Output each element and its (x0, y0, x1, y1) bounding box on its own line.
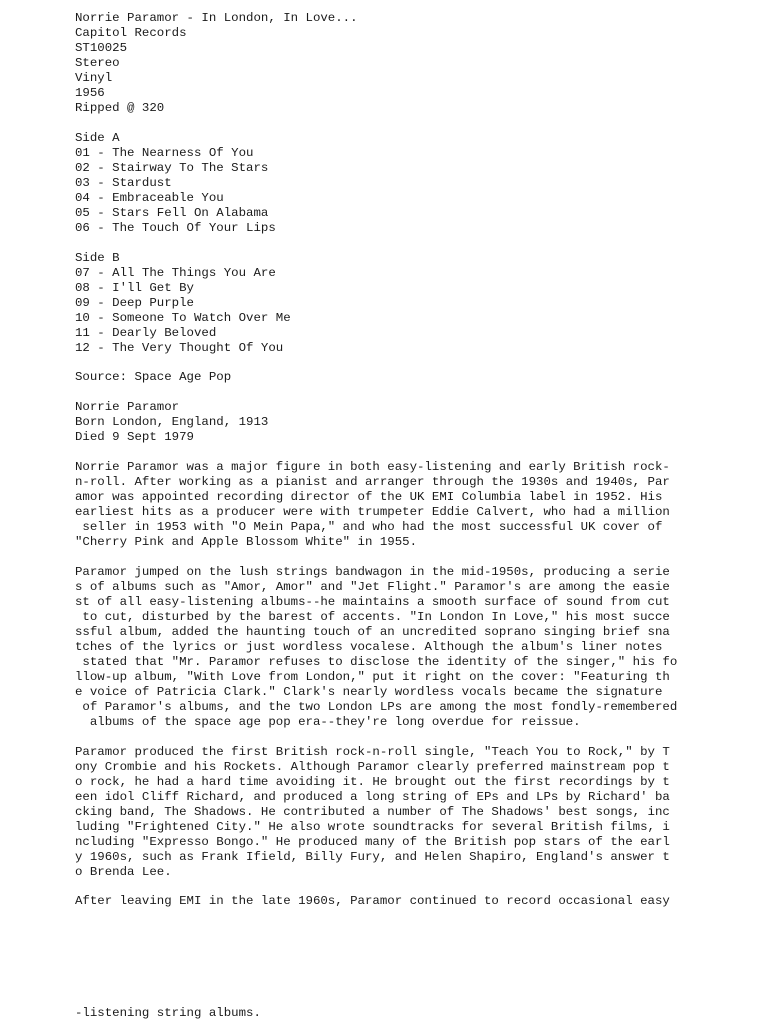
track-line: 06 - The Touch Of Your Lips (75, 220, 276, 235)
paragraph-line: seller in 1953 with "O Mein Papa," and who had the most successful UK cover of (75, 519, 663, 534)
side-a-heading: Side A (75, 130, 120, 145)
track-line: 07 - All The Things You Are (75, 265, 276, 280)
spacer (75, 880, 755, 895)
track-line: 02 - Stairway To The Stars (75, 160, 269, 175)
paragraph-line: ony Crombie and his Rockets. Although Paramor clearly preferred mainstream pop t (75, 759, 670, 774)
release-year: 1956 (75, 86, 105, 100)
artist-born: Born London, England, 1913 (75, 415, 269, 430)
spacer (75, 550, 755, 565)
track-line: 09 - Deep Purple (75, 295, 194, 310)
paragraph-line: een idol Cliff Richard, and produced a long string of EPs and LPs by Richard' ba (75, 789, 670, 804)
spacer (75, 116, 755, 131)
audio-type: Stereo (75, 56, 120, 70)
spacer (75, 356, 755, 371)
track-line: 11 - Dearly Beloved (75, 325, 217, 340)
track-line: 01 - The Nearness Of You (75, 145, 254, 160)
record-label: Capitol Records (75, 26, 187, 40)
paragraph-line: After leaving EMI in the late 1960s, Paramor continued to record occasional easy (75, 894, 670, 909)
paragraph-line: luding "Frightened City." He also wrote soundtracks for several British films, i (75, 819, 670, 834)
paragraph-line: y 1960s, such as Frank Ifield, Billy Fury, and Helen Shapiro, England's answer t (75, 849, 670, 864)
bio-paragraph-4 (75, 894, 755, 909)
paragraph-line: tches of the lyrics or just wordless vocalese. Although the album's liner notes (75, 639, 663, 654)
paragraph-line: Paramor jumped on the lush strings bandwagon in the mid-1950s, producing a serie (75, 564, 670, 579)
paragraph-line: amor was appointed recording director of the UK EMI Columbia label in 1952. His (75, 489, 663, 504)
paragraph-line: Norrie Paramor was a major figure in both easy-listening and early British rock- (75, 459, 670, 474)
paragraph-line: albums of the space age pop era--they're long overdue for reissue. (75, 714, 581, 729)
rip-quality: Ripped @ 320 (75, 101, 165, 115)
bio-paragraph-2 (75, 565, 755, 730)
document-text (75, 11, 755, 909)
album-title: Norrie Paramor - In London, In Love... (75, 11, 358, 25)
paragraph-line: earliest hits as a producer were with trumpeter Eddie Calvert, who had a million (75, 504, 670, 519)
track-line: 08 - I'll Get By (75, 280, 194, 295)
media-format: Vinyl (75, 71, 113, 85)
catalog-number: ST10025 (75, 41, 128, 55)
track-line: 12 - The Very Thought Of You (75, 340, 284, 355)
track-line: 04 - Embraceable You (75, 190, 224, 205)
paragraph-line: s of albums such as "Amor, Amor" and "Jet Flight." Paramor's are among the easie (75, 579, 670, 594)
spacer (75, 730, 755, 745)
paragraph-line: "Cherry Pink and Apple Blossom White" in 1955. (75, 534, 418, 549)
source-line: Source: Space Age Pop (75, 370, 232, 385)
artist-died: Died 9 Sept 1979 (75, 430, 194, 445)
paragraph-line: to cut, disturbed by the barest of accents. "In London In Love," his most succe (75, 609, 670, 624)
side-b-heading: Side B (75, 250, 120, 265)
paragraph-line: n-roll. After working as a pianist and arranger through the 1930s and 1940s, Par (75, 474, 670, 489)
spacer (75, 236, 755, 251)
trailing-line: -listening string albums. (75, 1006, 261, 1020)
paragraph-line: ncluding "Expresso Bongo." He produced many of the British pop stars of the earl (75, 834, 670, 849)
paragraph-line: st of all easy-listening albums--he maintains a smooth surface of sound from cut (75, 594, 670, 609)
track-line: 10 - Someone To Watch Over Me (75, 310, 291, 325)
paragraph-line: ssful album, added the haunting touch of an uncredited soprano singing brief sna (75, 624, 670, 639)
paragraph-line: cking band, The Shadows. He contributed a number of The Shadows' best songs, inc (75, 804, 670, 819)
bio-paragraph-3 (75, 745, 755, 880)
bio-paragraph-1 (75, 460, 755, 550)
paragraph-line: Paramor produced the first British rock-n-roll single, "Teach You to Rock," by T (75, 744, 670, 759)
artist-name: Norrie Paramor (75, 400, 180, 415)
paragraph-line: o Brenda Lee. (75, 864, 172, 879)
paragraph-line: e voice of Patricia Clark." Clark's nearly wordless vocals became the signature (75, 684, 663, 699)
spacer (75, 445, 755, 460)
track-line: 03 - Stardust (75, 175, 172, 190)
spacer (75, 385, 755, 400)
paragraph-line: o rock, he had a hard time avoiding it. He brought out the first recordings by t (75, 774, 670, 789)
paragraph-line: llow-up album, "With Love from London," put it right on the cover: "Featuring th (75, 669, 670, 684)
track-line: 05 - Stars Fell On Alabama (75, 205, 269, 220)
paragraph-line: stated that "Mr. Paramor refuses to disclose the identity of the singer," his fo (75, 654, 678, 669)
paragraph-line: of Paramor's albums, and the two London LPs are among the most fondly-remembered (75, 699, 678, 714)
